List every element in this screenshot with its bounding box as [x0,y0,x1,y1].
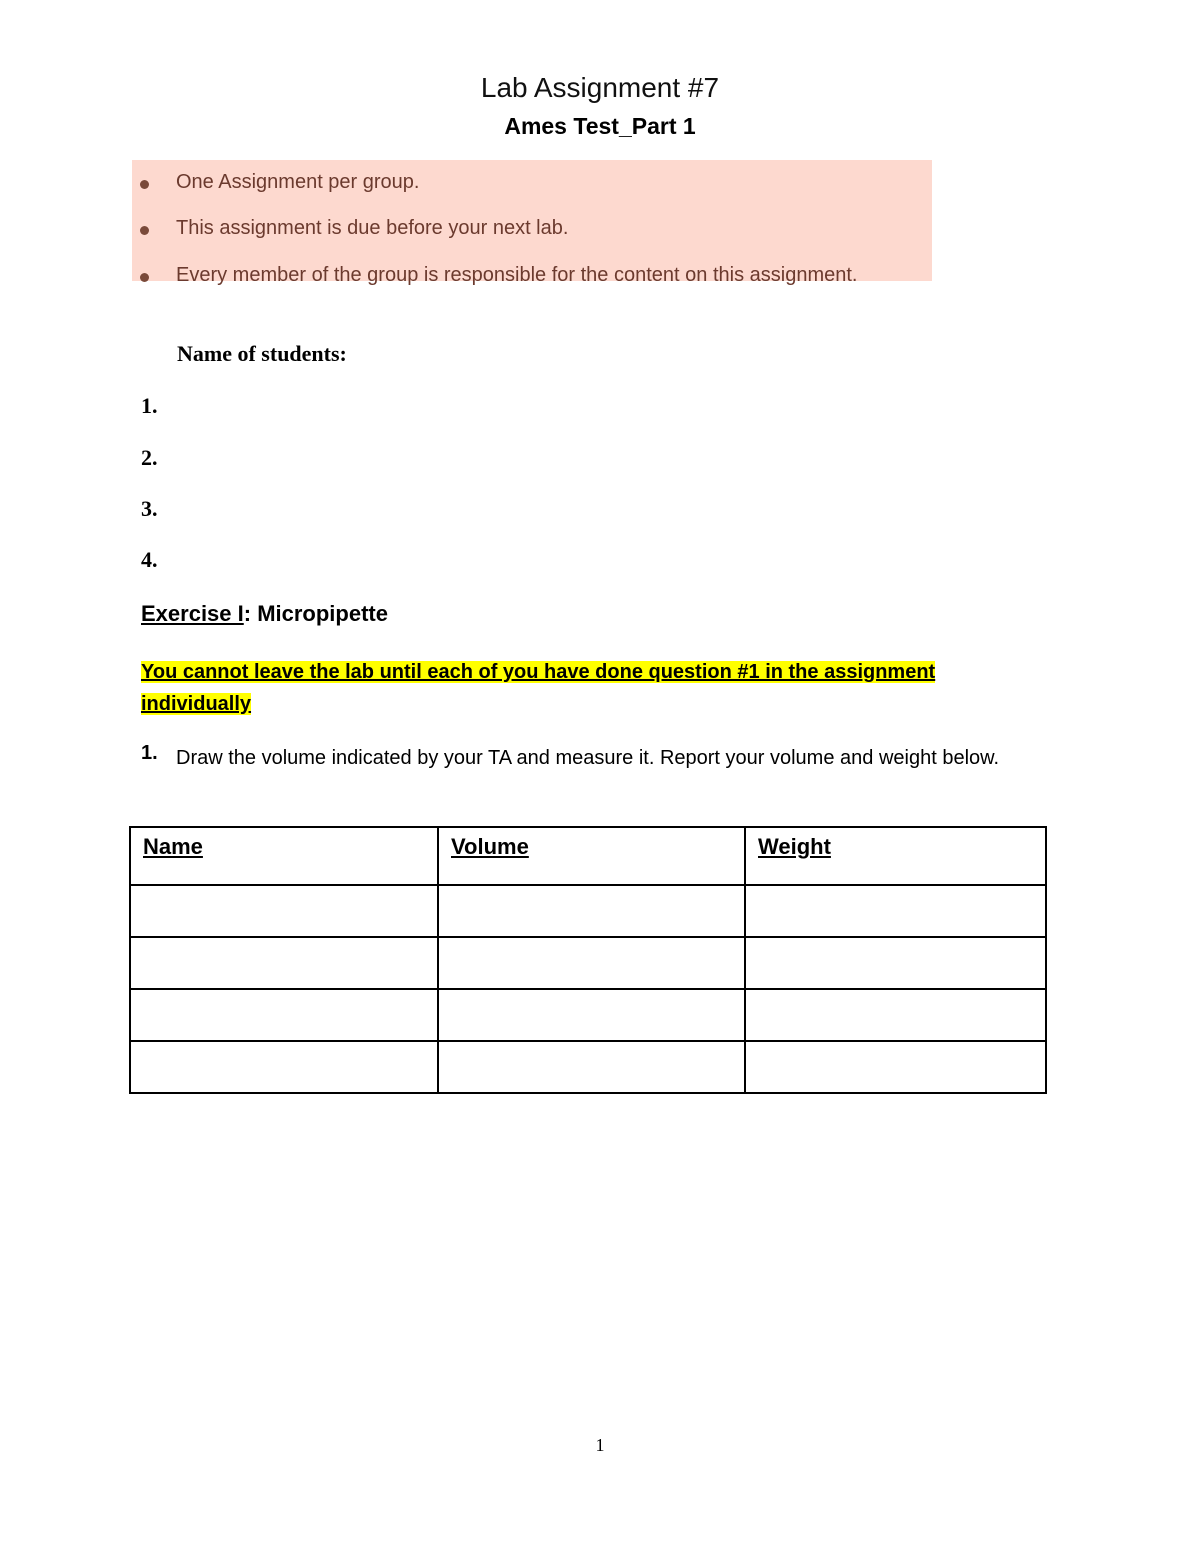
table-cell[interactable] [745,937,1046,989]
table-row [130,885,1046,937]
table-cell[interactable] [130,937,438,989]
exercise-label: Exercise I [141,601,244,626]
table-cell[interactable] [745,1041,1046,1093]
table-cell[interactable] [130,989,438,1041]
bullet-icon [140,273,149,282]
exercise-title: : Micropipette [243,601,388,626]
student-number: 2. [141,445,158,470]
header-name: Name [130,827,438,885]
students-heading: Name of students: [177,341,347,366]
bullet-icon [140,226,149,235]
table-cell[interactable] [438,885,745,937]
table-header-row [130,827,1046,885]
table-cell[interactable] [438,937,745,989]
results-table [129,826,1047,1094]
warning-text [141,656,971,720]
table-row [130,937,1046,989]
note-item [176,217,568,240]
student-number: 4. [141,547,158,572]
page-number: 1 [595,1435,605,1455]
note-text: Every member of the group is responsible for the content on this assignment. [176,264,858,286]
table-cell[interactable] [438,989,745,1041]
bullet-icon [140,180,149,189]
note-item [176,171,419,194]
student-number: 3. [141,496,158,521]
note-text: One Assignment per group. [176,171,420,193]
header-volume: Volume [438,827,745,885]
document-subtitle: Ames Test_Part 1 [504,113,696,139]
table-row [130,1041,1046,1093]
table-cell[interactable] [745,885,1046,937]
table-cell[interactable] [745,989,1046,1041]
exercise-heading [141,601,388,627]
table-row [130,989,1046,1041]
question-text: Draw the volume indicated by your TA and measure it. Report your volume and weight below. [176,747,1000,769]
header-weight: Weight [745,827,1046,885]
document-title: Lab Assignment #7 [480,72,720,103]
table-cell[interactable] [438,1041,745,1093]
table-cell[interactable] [130,1041,438,1093]
question-number: 1. [141,742,158,764]
note-text: This assignment is due before your next lab. [176,217,569,239]
warning-highlight: You cannot leave the lab until each of you have done question #1 in the assignment individually [141,661,936,715]
note-item [176,264,857,287]
student-number: 1. [141,393,158,418]
table-cell[interactable] [130,885,438,937]
